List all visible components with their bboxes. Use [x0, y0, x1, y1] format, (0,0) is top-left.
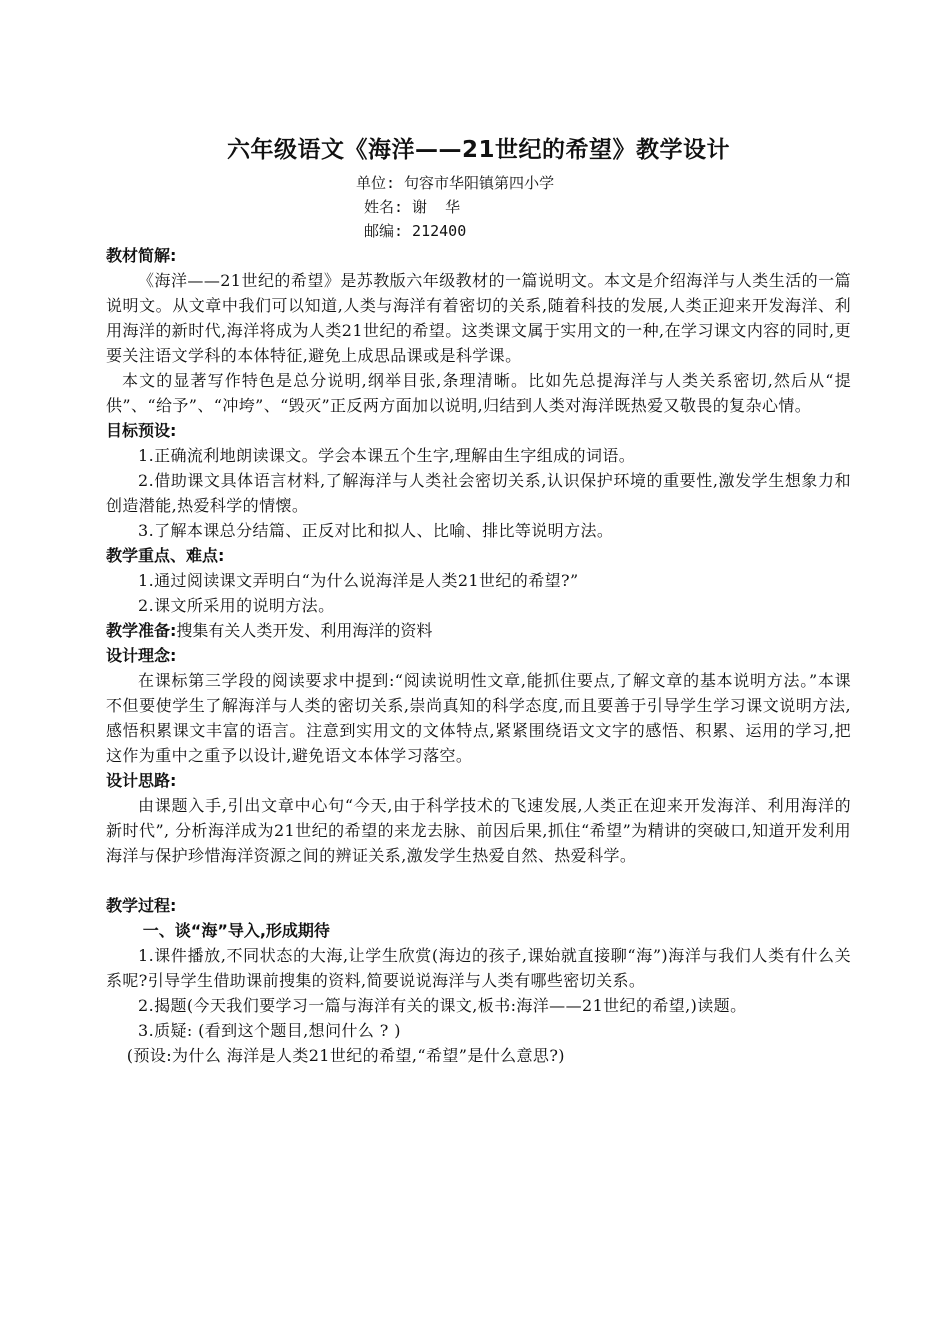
concept-heading: 设计理念: [106, 646, 177, 665]
author-unit: 单位: 句容市华阳镇第四小学 [356, 174, 555, 192]
process-item-3: 3.质疑: (看到这个题目,想问什么 ? ) [138, 1021, 401, 1040]
blank-line [106, 868, 851, 893]
keypoint-item-2: 2.课文所采用的说明方法。 [138, 596, 335, 615]
keypoint-item-1: 1.通过阅读课文弄明白“为什么说海洋是人类21世纪的希望?” [138, 571, 579, 590]
prep-row [106, 618, 851, 643]
process-heading: 教学过程: [106, 896, 177, 915]
intro-paragraph-2: 本文的显著写作特色是总分说明,纲举目张,条理清晰。比如先总提海洋与人类关系密切,然后从“提供”、“给予”、“冲垮”、“毁灭”正反两方面加以说明,归结到人类对海洋既热爱又敬畏的复杂心情。 [106, 371, 851, 415]
process-item-1: 1.课件播放,不同状态的大海,让学生欣赏(海边的孩子,课始就直接聊“海”)海洋与我们人类有什么关系呢?引导学生借助课前搜集的资料,简要说说海洋与人类有哪些密切关系。 [106, 946, 851, 990]
idea-paragraph: 由课题入手,引出文章中心句“今天,由于科学技术的飞速发展,人类正在迎来开发海洋、利用海洋的新时代”, 分析海洋成为21世纪的希望的来龙去脉、前因后果,抓住“希望”为精讲的突破口,知道开发利用海洋与保护珍惜海洋资源之间的辨证关系,激发学生热爱自然、热爱科学。 [106, 796, 851, 865]
author-info [356, 171, 851, 243]
document-body [106, 133, 851, 1068]
idea-heading: 设计思路: [106, 771, 177, 790]
goal-item-3: 3.了解本课总分结篇、正反对比和拟人、比喻、排比等说明方法。 [138, 521, 614, 540]
process-preset: (预设:为什么 海洋是人类21世纪的希望,“希望”是什么意思?) [126, 1046, 565, 1065]
process-item-2: 2.揭题(今天我们要学习一篇与海洋有关的课文,板书:海洋——21世纪的希望,)读题。 [138, 996, 747, 1015]
goal-item-2: 2.借助课文具体语言材料,了解海洋与人类社会密切关系,认识保护环境的重要性,激发学生想象力和创造潜能,热爱科学的情懐。 [106, 471, 851, 515]
prep-text: 搜集有关人类开发、利用海洋的资料 [176, 621, 433, 640]
prep-heading: 教学准备: [106, 621, 177, 640]
goal-item-1: 1.正确流利地朗读课文。学会本课五个生字,理解由生字组成的词语。 [138, 446, 636, 465]
keypoints-heading: 教学重点、难点: [106, 546, 225, 565]
concept-paragraph: 在课标第三学段的阅读要求中提到:“阅读说明性文章,能抓住要点,了解文章的基本说明方法。”本课不但要使学生了解海洋与人类的密切关系,崇尚真知的科学态度,而且要善于引导学生学习课文说明方法,感悟积累课文丰富的语言。注意到实用文的文体特点,紧紧围绕语文文字的感悟、积累、运用的学习,把这作为重中之重予以设计,避免语文本体学习落空。 [106, 671, 851, 765]
author-postcode: 邮编: 212400 [364, 222, 467, 240]
intro-heading: 教材简解: [106, 246, 177, 265]
document-title: 六年级语文《海洋——21世纪的希望》教学设计 [226, 137, 730, 163]
goals-heading: 目标预设: [106, 421, 177, 440]
author-name: 姓名: 谢 华 [364, 198, 461, 216]
intro-paragraph-1: 《海洋——21世纪的希望》是苏教版六年级教材的一篇说明文。本文是介绍海洋与人类生活的一篇说明文。从文章中我们可以知道,人类与海洋有着密切的关系,随着科技的发展,人类正迎来开发海洋、利用海洋的新时代,海洋将成为人类21世纪的希望。这类课文属于实用文的一种,在学习课文内容的同时,更要关注语文学科的本体特征,避免上成思品课或是科学课。 [106, 271, 851, 365]
process-subheading-1: 一、谈“海”导入,形成期待 [142, 921, 330, 940]
